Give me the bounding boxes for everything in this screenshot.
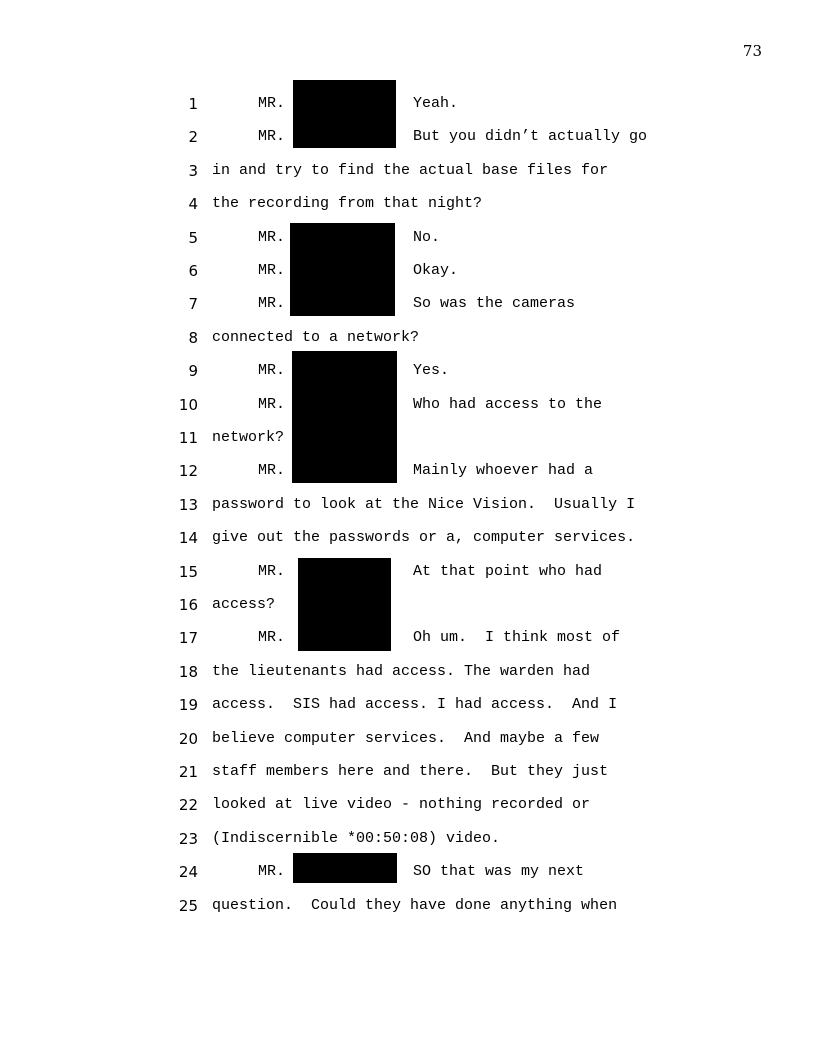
speaker-label: MR. bbox=[258, 95, 286, 112]
line-number: 6 bbox=[188, 262, 198, 280]
line-text: believe computer services. And maybe a few bbox=[212, 729, 600, 747]
speaker-label: MR. bbox=[258, 228, 286, 246]
line-text: Yes. bbox=[413, 362, 450, 380]
line-text: access? bbox=[212, 596, 276, 613]
line-number: 10 bbox=[178, 395, 198, 414]
speaker-label: MR. bbox=[258, 128, 286, 146]
line-number: 8 bbox=[188, 328, 198, 347]
line-text: Who had access to the bbox=[413, 395, 603, 413]
line-number: 4 bbox=[188, 195, 198, 214]
line-number: 25 bbox=[178, 896, 198, 915]
speaker-label: MR. bbox=[258, 562, 286, 580]
line-text: looked at live video - nothing recorded or bbox=[212, 796, 591, 814]
line-number: 17 bbox=[178, 629, 198, 648]
line-text: (Indiscernible *00:50:08) video. bbox=[212, 829, 501, 847]
line-text: So was the cameras bbox=[413, 295, 576, 313]
line-number: 1 bbox=[188, 95, 198, 113]
line-number: 18 bbox=[178, 662, 198, 681]
line-text: Yeah. bbox=[413, 95, 459, 112]
speaker-label: MR. bbox=[258, 262, 286, 279]
line-number: 15 bbox=[178, 562, 198, 581]
line-number: 3 bbox=[188, 161, 198, 180]
redaction-box bbox=[292, 351, 397, 483]
line-text: Oh um. I think most of bbox=[413, 629, 621, 647]
line-text: network? bbox=[212, 429, 285, 446]
line-text: question. Could they have done anything when bbox=[212, 896, 618, 914]
line-text: in and try to find the actual base files for bbox=[212, 161, 609, 179]
line-text: password to look at the Nice Vision. Usually I bbox=[212, 495, 636, 513]
speaker-label: MR. bbox=[258, 395, 286, 413]
line-text: staff members here and there. But they just bbox=[212, 763, 609, 780]
line-number: 7 bbox=[188, 295, 198, 314]
line-text: Mainly whoever had a bbox=[413, 462, 594, 480]
line-number: 21 bbox=[178, 763, 198, 781]
line-text: give out the passwords or a, computer services. bbox=[212, 529, 636, 547]
line-number: 23 bbox=[178, 829, 198, 848]
line-number: 11 bbox=[178, 429, 198, 447]
line-number: 19 bbox=[178, 696, 198, 715]
redaction-box bbox=[298, 558, 391, 651]
redaction-box bbox=[293, 853, 397, 883]
speaker-label: MR. bbox=[258, 362, 286, 380]
line-number: 12 bbox=[178, 462, 198, 481]
speaker-label: MR. bbox=[258, 863, 286, 881]
line-text: Okay. bbox=[413, 262, 459, 279]
line-number: 2 bbox=[188, 128, 198, 147]
line-text: At that point who had bbox=[413, 562, 603, 580]
line-number: 22 bbox=[178, 796, 198, 815]
line-text: SO that was my next bbox=[413, 863, 585, 881]
speaker-label: MR. bbox=[258, 629, 286, 647]
line-number: 20 bbox=[178, 729, 198, 748]
line-text: the recording from that night? bbox=[212, 195, 483, 213]
redaction-box bbox=[290, 223, 395, 316]
page-number: 73 bbox=[742, 42, 762, 60]
line-text: access. SIS had access. I had access. And I bbox=[212, 696, 618, 714]
line-text: connected to a network? bbox=[212, 328, 420, 346]
line-number: 13 bbox=[178, 495, 198, 514]
line-text: No. bbox=[413, 228, 441, 246]
line-number: 14 bbox=[178, 529, 198, 548]
line-text: But you didn’t actually go bbox=[413, 128, 648, 146]
line-number: 16 bbox=[178, 596, 198, 614]
line-number: 9 bbox=[188, 362, 198, 381]
line-number: 5 bbox=[188, 228, 198, 247]
speaker-label: MR. bbox=[258, 462, 286, 480]
speaker-label: MR. bbox=[258, 295, 286, 313]
line-number: 24 bbox=[178, 863, 198, 882]
redaction-box bbox=[293, 80, 396, 148]
line-text: the lieutenants had access. The warden had bbox=[212, 662, 591, 680]
